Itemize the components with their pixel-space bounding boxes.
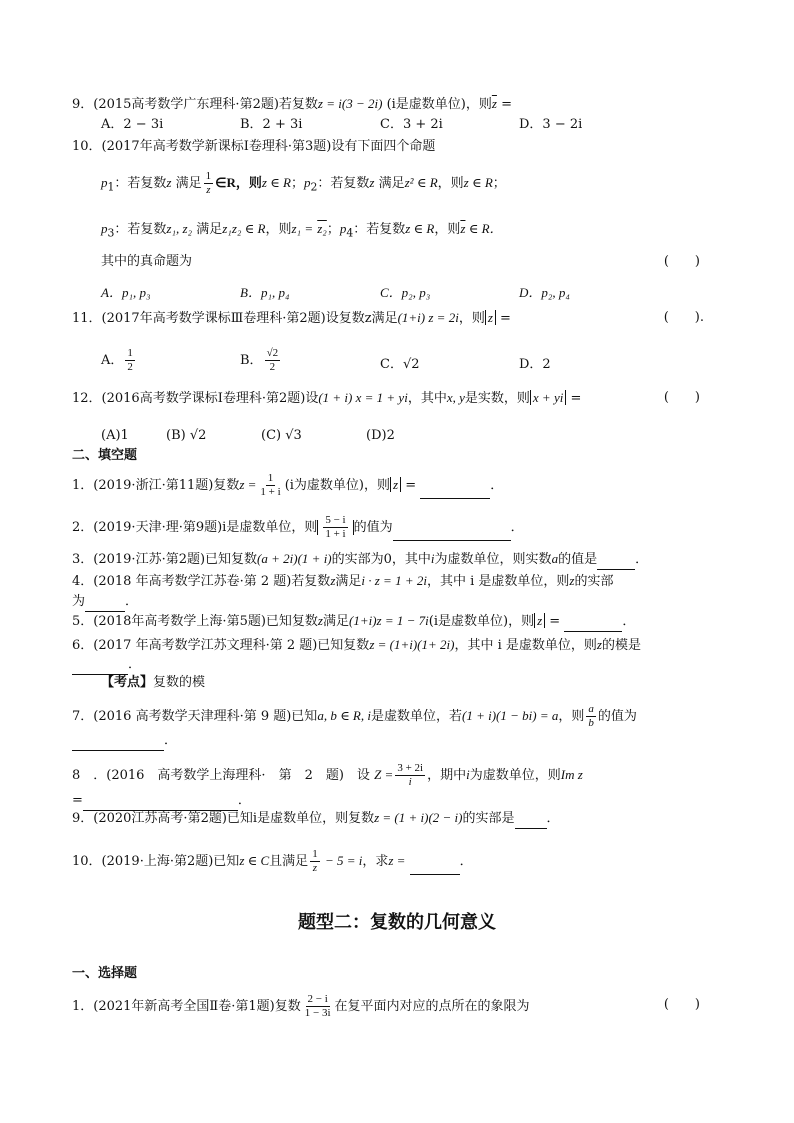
option-a: (A)1 (101, 428, 129, 443)
question-number: 6． (72, 638, 94, 653)
question-number: 1． (72, 999, 94, 1014)
question-text: ，期中 (427, 768, 467, 783)
question-text: 为虚数单位，则 (469, 768, 561, 783)
knowledge-point (101, 673, 205, 693)
numerator: 2 − i (307, 993, 328, 1005)
fraction (204, 170, 214, 197)
fraction (258, 472, 282, 499)
option-c: C．√2 (380, 357, 420, 372)
math-expression: z ∈ R (405, 221, 435, 236)
question-number: 11． (72, 311, 102, 326)
option-b: B．p₁, p₄ (240, 285, 290, 300)
numerator: 1 (205, 170, 212, 182)
option-label: B． (240, 353, 263, 368)
math-symbol: z (369, 175, 375, 190)
math-expression: z (534, 613, 545, 628)
text: ：若复数 (353, 222, 406, 237)
fraction (125, 347, 135, 374)
question-text: (2020江苏高考·第2题)已知i是虚数单位，则复数 (93, 811, 375, 826)
question-9 (72, 94, 512, 115)
fill-question-1 (72, 472, 503, 499)
question-number: 1． (72, 478, 94, 493)
math-symbol: p (101, 175, 108, 190)
question-text: ，其中 i 是虚数单位，则 (426, 574, 570, 589)
option-d: (D)2 (366, 428, 395, 443)
math-symbol: p (101, 221, 108, 236)
question-text: (2018 年高考数学江苏卷·第 2 题)若复数 (93, 574, 331, 589)
text: ：若复数 (114, 222, 167, 237)
question-text: (2019·江苏·第2题)已知复数 (93, 552, 258, 567)
math-expression: (1 + i) x = 1 + yi (318, 390, 408, 405)
fraction (265, 347, 281, 374)
math-expression: z₁z₂ ∈ R (222, 221, 266, 236)
answer-blank[interactable] (564, 617, 622, 632)
answer-blank[interactable] (420, 484, 490, 499)
math-symbol: i (466, 767, 470, 782)
math-expression: z² ∈ R (404, 175, 438, 190)
subscript: 1 (107, 180, 115, 194)
math-expression: x + yi (530, 390, 566, 405)
numerator: 1 (127, 347, 133, 359)
punctuation: ． (490, 478, 504, 493)
fill-question-10 (72, 848, 473, 875)
question-number: 5． (72, 614, 94, 629)
numerator: a (588, 703, 594, 715)
question-number: 10． (72, 139, 102, 154)
math-expression: z ∈ R (463, 175, 493, 190)
math-expression: z ∈ C (239, 853, 270, 868)
question-text: ，其中 (407, 391, 447, 406)
answer-blank[interactable] (410, 860, 460, 875)
math-expression: x, y (446, 390, 465, 405)
question-text: 的值为 (597, 709, 637, 724)
punctuation: ． (459, 854, 473, 869)
numerator: √2 (266, 347, 279, 359)
question-text: ，求 (362, 854, 389, 869)
math-expression: ∈ R． (465, 221, 503, 236)
question-text: (2016 高考数学天津理科·第 9 题)已知 (93, 709, 318, 724)
question-text: 满足 (335, 574, 362, 589)
knowledge-text: 复数的模 (153, 675, 206, 690)
text: 满足 (378, 176, 405, 191)
math-expression: z = (239, 477, 257, 492)
fill-question-4 (72, 571, 613, 592)
fill-question-3 (72, 549, 648, 570)
question-text: (2016高考数学课标Ⅰ卷理科·第2题)设 (101, 391, 319, 406)
option-a (101, 347, 137, 374)
math-symbol: a (551, 551, 559, 566)
punctuation: ． (237, 793, 251, 808)
math-expression: = (496, 97, 512, 112)
question-number: 7． (72, 709, 94, 724)
denominator: 2 (127, 361, 133, 373)
numerator: 1 (312, 848, 318, 860)
question-text: ，则 (558, 709, 585, 724)
math-expression: Im z (560, 767, 583, 782)
question-number: 8 ． (72, 768, 107, 783)
math-expression: z = (1+i)(1+ 2i) (369, 637, 455, 652)
math-expression: z (485, 310, 496, 325)
fill-question-8 (72, 762, 583, 789)
denominator: 2 (269, 361, 276, 373)
question-text: 为 (72, 594, 86, 609)
question-text: (i是虚数单位)，则 (386, 97, 492, 112)
text: ，则 (437, 176, 464, 191)
question-stem: 其中的真命题为 (101, 254, 193, 269)
fill-question-5 (72, 611, 635, 632)
knowledge-label: 【考点】 (101, 675, 154, 690)
fill-question-6 (72, 635, 641, 656)
question-text: (i是虚数单位)，则 (428, 614, 535, 629)
math-symbol: p (339, 221, 347, 236)
text: ； (492, 176, 506, 191)
math-expression: z = i(3 − 2i) (317, 96, 383, 111)
question-text: 的实部为0，其中 (331, 552, 431, 567)
question-number: 12． (72, 391, 102, 406)
math-expression: = (401, 478, 417, 493)
question-text: (2018年高考数学上海·第5题)已知复数 (93, 614, 318, 629)
question-text: (2017 年高考数学江苏文理科·第 2 题)已知复数 (93, 638, 370, 653)
math-expression: z₁, z₂ (166, 221, 193, 236)
question-text: 的实部 (574, 574, 614, 589)
math-expression: − 5 = i (321, 853, 363, 868)
answer-paren: ( ). (663, 310, 704, 325)
answer-blank[interactable] (85, 597, 125, 612)
math-expression: z = (1 + i)(2 − i) (374, 810, 463, 825)
section2-question-1 (72, 993, 530, 1020)
math-expression: = (545, 614, 561, 629)
question-text: 为虚数单位，则实数 (434, 552, 552, 567)
numerator: 5 − i (325, 514, 346, 526)
question-number: 2． (72, 520, 94, 535)
text: ，则 (265, 222, 292, 237)
text: 满足 (175, 176, 202, 191)
text: 满足 (196, 222, 223, 237)
option-a: A．p₁, p₃ (101, 285, 151, 300)
math-expression: = (72, 793, 83, 808)
math-expression: z (390, 477, 401, 492)
question-text: (2019·上海·第2题)已知 (101, 854, 240, 869)
math-expression: = (566, 391, 582, 406)
question-number: 9． (72, 811, 94, 826)
question-10 (72, 137, 435, 157)
question-12 (72, 388, 581, 409)
subscript: 2 (310, 180, 318, 194)
section-title: 题型二：复数的几何意义 (298, 912, 496, 933)
punctuation: ． (128, 657, 142, 672)
math-expression: (a + 2i)(1 + i) (257, 551, 332, 566)
question-text: ，其中 i 是虚数单位，则 (454, 638, 597, 653)
option-d: D．2 (519, 357, 551, 372)
question-text: 的模是 (601, 638, 641, 653)
math-expression: a, b ∈ R, i (317, 708, 371, 723)
text: ； (290, 176, 304, 191)
subscript: 4 (346, 226, 354, 240)
math-symbol: p (303, 175, 311, 190)
question-text: 满足 (322, 614, 349, 629)
question-number: 3． (72, 552, 94, 567)
answer-blank[interactable] (597, 555, 635, 570)
math-symbol: z (317, 613, 323, 628)
math-expression: (1+i) z = 2i (397, 310, 459, 325)
math-expression: (1 + i)(1 − bi) = a (462, 708, 559, 723)
denominator: i (408, 776, 412, 788)
question-text: 在复平面内对应的点所在的象限为 (334, 999, 530, 1014)
math-symbol: z (569, 573, 575, 588)
question-text: (2015高考数学广东理科·第2题)若复数 (93, 97, 318, 112)
answer-paren: ( ) (663, 254, 700, 269)
denominator: b (588, 717, 594, 729)
fill-question-9 (72, 808, 560, 829)
option-c: C．p₂, p₃ (380, 285, 431, 300)
fraction (395, 762, 425, 789)
question-text: 的值为 (353, 520, 393, 535)
numerator: 1 (267, 472, 274, 484)
question-text: 是实数，则 (464, 391, 530, 406)
denominator: 1 + i (260, 486, 281, 498)
question-text: 的实部是 (462, 811, 515, 826)
question-text: (2019·天津·理·第9题)i是虚数单位，则 (93, 520, 318, 535)
question-number: 10． (72, 854, 102, 869)
text: ； (326, 222, 340, 237)
math-expression: $\overline{z}$ (491, 96, 497, 111)
option-d: D．p₂, p₄ (519, 285, 570, 300)
math-expression: z = (388, 853, 406, 868)
question-text: ，则 (458, 311, 485, 326)
text: ：若复数 (114, 176, 167, 191)
math-expression: $\overline{z}$ (460, 221, 466, 236)
subscript: 3 (107, 226, 115, 240)
proposition-p3-p4 (101, 219, 503, 244)
fill-question-6-cont (72, 655, 141, 675)
section-heading: 一、选择题 (72, 966, 138, 981)
math-expression: z₁ = (291, 221, 314, 236)
option-c: (C) √3 (261, 428, 302, 443)
fill-question-2 (72, 514, 524, 541)
answer-blank[interactable] (72, 736, 164, 751)
punctuation: ． (164, 733, 178, 748)
question-11 (72, 308, 511, 329)
punctuation: ． (125, 594, 139, 609)
absolute-value (317, 514, 353, 540)
option-a: A．2 − 3i (101, 117, 164, 132)
question-text: (i为虚数单位)，则 (284, 478, 390, 493)
text: ，则 (434, 222, 461, 237)
punctuation: ． (546, 811, 560, 826)
math-symbol: i (430, 551, 435, 566)
math-symbol: z (330, 573, 336, 588)
denominator: z (312, 862, 318, 874)
question-text: (2019·浙江·第11题)复数 (93, 478, 240, 493)
text: ：若复数 (317, 176, 370, 191)
punctuation: ． (622, 614, 636, 629)
question-number: 4． (72, 574, 94, 589)
question-text: (2017年高考数学新课标Ⅰ卷理科·第3题)设有下面四个命题 (101, 139, 436, 154)
question-text: (2021年新高考全国Ⅱ卷·第1题)复数 (93, 999, 301, 1014)
answer-blank[interactable] (515, 814, 547, 829)
question-text: 且满足 (269, 854, 309, 869)
answer-blank[interactable] (393, 526, 511, 541)
fill-question-4-cont (72, 592, 138, 612)
option-d: D．3 − 2i (519, 117, 583, 132)
math-expression: z ∈ R (261, 175, 291, 190)
answer-paren: ( ) (663, 997, 700, 1012)
fill-question-7-cont (72, 731, 177, 751)
fraction (303, 993, 333, 1020)
option-b (240, 347, 282, 374)
math-expression: = (495, 311, 511, 326)
denominator: 1 + i (325, 528, 346, 540)
math-expression: i · z = 1 + 2i (361, 573, 427, 588)
denominator: 1 − 3i (304, 1007, 331, 1019)
math-symbol: z (166, 175, 172, 190)
math-symbol: z (596, 637, 602, 652)
punctuation: ． (635, 552, 649, 567)
question-text: 是虚数单位，若 (371, 709, 463, 724)
fraction (586, 703, 596, 730)
option-label: A． (101, 353, 124, 368)
numerator: 3 + 2i (397, 762, 424, 774)
math-expression: ∈R，则 (215, 175, 262, 190)
option-b: (B) √2 (166, 428, 207, 443)
punctuation: ． (510, 520, 524, 535)
fraction (323, 514, 347, 541)
option-c: C．3 + 2i (380, 117, 443, 132)
question-number: 9． (72, 97, 94, 112)
math-expression: (1+i)z = 1 − 7i (349, 613, 429, 628)
proposition-p1-p2 (101, 170, 506, 198)
denominator: z (206, 184, 211, 196)
answer-paren: ( ) (663, 390, 700, 405)
fraction (310, 848, 320, 875)
option-b: B．2 + 3i (240, 117, 303, 132)
question-text: (2016 高考数学上海理科· 第 2 题) 设 (106, 768, 370, 783)
math-expression: Z = (374, 767, 394, 782)
math-expression: z₂ (317, 221, 327, 236)
fill-question-7 (72, 703, 637, 730)
section-heading: 二、填空题 (72, 448, 138, 463)
question-text: 的值是 (558, 552, 598, 567)
question-text: (2017年高考数学课标Ⅲ卷理科·第2题)设复数z满足 (101, 311, 398, 326)
